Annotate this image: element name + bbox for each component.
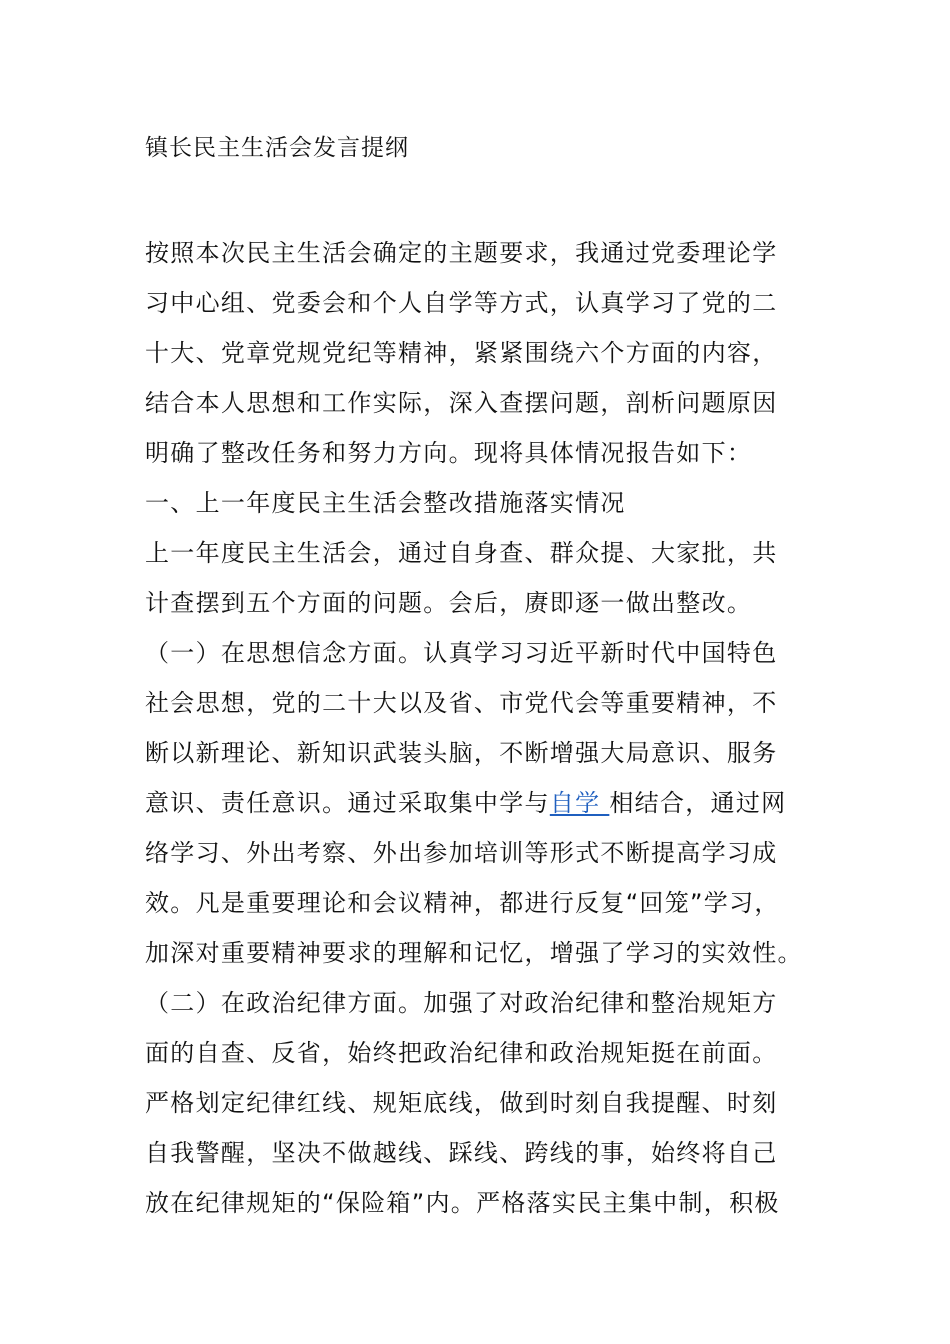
paragraph-line: 自我警醒，坚决不做越线、踩线、跨线的事，始终将自己: [145, 1139, 778, 1167]
paragraph-line: 上一年度民主生活会，通过自身查、群众提、大家批，共: [145, 539, 778, 567]
link-line-after: 相结合，通过网: [609, 789, 787, 817]
paragraph-line: 结合本人思想和工作实际，深入查摆问题，剖析问题原因: [145, 389, 778, 417]
section-heading: 一、上一年度民主生活会整改措施落实情况: [145, 489, 626, 517]
paragraph-line: 加深对重要精神要求的理解和记忆，增强了学习的实效性。: [145, 939, 803, 967]
paragraph-line: 计查摆到五个方面的问题。会后，赓即逐一做出整改。: [145, 589, 753, 617]
paragraph-line: 社会思想，党的二十大以及省、市党代会等重要精神，不: [145, 689, 778, 717]
paragraph-line: （二）在政治纪律方面。加强了对政治纪律和整治规矩方: [145, 989, 778, 1017]
paragraph-line-with-link: [145, 778, 815, 828]
link-line-before: 意识、责任意识。通过采取集中学与: [145, 789, 550, 817]
paragraph-line: 习中心组、党委会和个人自学等方式，认真学习了党的二: [145, 289, 778, 317]
paragraph-line: （一）在思想信念方面。认真学习习近平新时代中国特色: [145, 639, 778, 667]
paragraph-line: 络学习、外出考察、外出参加培训等形式不断提高学习成: [145, 839, 778, 867]
paragraph-line: 效。凡是重要理论和会议精神，都进行反复“回笼”学习，: [145, 889, 780, 917]
document-body: [145, 228, 815, 1228]
self-study-link[interactable]: 自学: [549, 789, 610, 817]
paragraph-line: 断以新理论、新知识武装头脑，不断增强大局意识、服务: [145, 739, 778, 767]
paragraph-line: 严格划定纪律红线、规矩底线，做到时刻自我提醒、时刻: [145, 1089, 778, 1117]
paragraph-line: 放在纪律规矩的“保险箱”内。严格落实民主集中制，积极: [145, 1189, 780, 1217]
paragraph-line: 面的自查、反省，始终把政治纪律和政治规矩挺在前面。: [145, 1039, 778, 1067]
document-title: 镇长民主生活会发言提纲: [145, 135, 409, 161]
paragraph-line: 按照本次民主生活会确定的主题要求，我通过党委理论学: [145, 239, 778, 267]
paragraph-line: 明确了整改任务和努力方向。现将具体情况报告如下：: [145, 439, 753, 467]
paragraph-line: 十大、党章党规党纪等精神，紧紧围绕六个方面的内容，: [145, 339, 778, 367]
